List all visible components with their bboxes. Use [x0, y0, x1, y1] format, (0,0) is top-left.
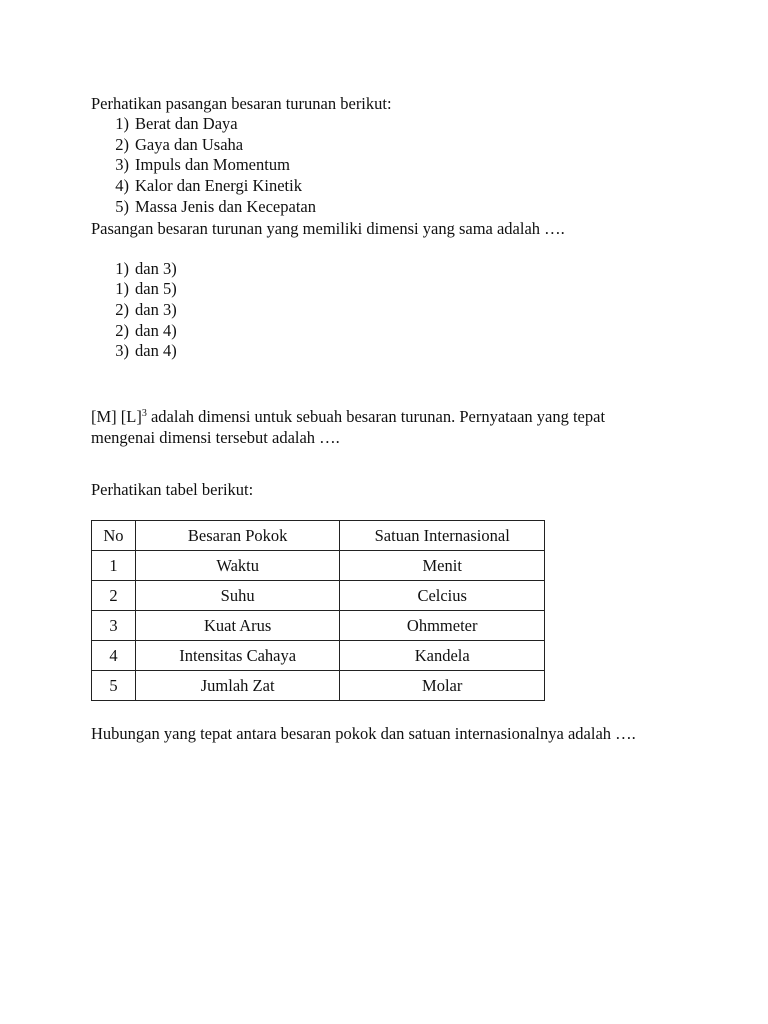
spacer — [91, 701, 691, 723]
dimension-formula: [M] [L] — [91, 407, 142, 427]
q3-question: Hubungan yang tepat antara besaran pokok dan satuan internasionalnya adalah …. — [91, 724, 636, 744]
spacer — [91, 362, 691, 406]
table-header-row — [92, 521, 545, 551]
table-cell: Intensitas Cahaya — [135, 641, 339, 671]
table-row — [92, 581, 545, 611]
option-number: 1) — [115, 258, 129, 278]
table-cell: Kuat Arus — [135, 611, 339, 641]
table-cell: Ohmmeter — [340, 611, 545, 641]
option-text: dan 3) — [135, 299, 177, 319]
option-text: dan 4) — [135, 341, 177, 361]
dimension-exponent: 3 — [141, 408, 147, 420]
units-table — [91, 520, 545, 701]
table-cell: 4 — [92, 641, 136, 671]
q1-options — [91, 259, 691, 363]
table-row — [92, 671, 545, 701]
option-item — [91, 259, 691, 280]
option-item — [91, 341, 691, 362]
list-text: Impuls dan Momentum — [135, 155, 290, 175]
list-number: 2) — [115, 134, 129, 154]
list-text: Berat dan Daya — [135, 114, 238, 133]
option-text: dan 4) — [135, 320, 177, 340]
option-item — [91, 279, 691, 300]
table-header-cell: Satuan Internasional — [340, 521, 545, 551]
q1-intro: Perhatikan pasangan besaran turunan berikut: — [91, 94, 392, 113]
list-item — [91, 135, 691, 156]
table-cell: 2 — [92, 581, 136, 611]
document-page — [91, 93, 691, 744]
q3-intro: Perhatikan tabel berikut: — [91, 480, 254, 500]
list-item — [91, 114, 691, 135]
list-number: 3) — [115, 155, 129, 175]
q2-paragraph — [91, 406, 691, 448]
option-number: 3) — [115, 341, 129, 361]
q2-line-1 — [91, 406, 691, 427]
table-row — [92, 551, 545, 581]
list-text: Massa Jenis dan Kecepatan — [135, 196, 316, 216]
option-number: 2) — [115, 299, 129, 319]
option-number: 1) — [115, 279, 129, 299]
list-item — [91, 155, 691, 176]
table-cell: Menit — [340, 551, 545, 581]
list-text: Gaya dan Usaha — [135, 134, 244, 154]
table-header-cell: Besaran Pokok — [135, 521, 339, 551]
table-cell: Molar — [340, 671, 545, 701]
list-number: 5) — [115, 196, 129, 216]
table-cell: Waktu — [135, 551, 339, 581]
table-cell: Suhu — [135, 581, 339, 611]
q1-list — [91, 114, 691, 218]
table-cell: 1 — [92, 551, 136, 581]
spacer — [91, 239, 691, 259]
option-number: 2) — [115, 320, 129, 340]
table-row — [92, 641, 545, 671]
list-number: 4) — [115, 176, 129, 196]
table-cell: 3 — [92, 611, 136, 641]
table-cell: Celcius — [340, 581, 545, 611]
table-cell: 5 — [92, 671, 136, 701]
q2-text-1: adalah dimensi untuk sebuah besaran turunan. Pernyataan yang tepat — [146, 407, 606, 427]
q2-line-2: mengenai dimensi tersebut adalah …. — [91, 428, 340, 448]
option-item — [91, 300, 691, 321]
option-text: dan 5) — [135, 279, 177, 299]
q1-question: Pasangan besaran turunan yang memiliki dimensi yang sama adalah …. — [91, 218, 565, 238]
option-item — [91, 321, 691, 342]
list-item — [91, 197, 691, 218]
table-header-cell: No — [92, 521, 136, 551]
list-item — [91, 176, 691, 197]
spacer — [91, 448, 691, 479]
option-text: dan 3) — [135, 258, 177, 278]
list-number: 1) — [115, 114, 129, 133]
list-text: Kalor dan Energi Kinetik — [135, 176, 302, 196]
table-row — [92, 611, 545, 641]
table-cell: Jumlah Zat — [135, 671, 339, 701]
table-cell: Kandela — [340, 641, 545, 671]
